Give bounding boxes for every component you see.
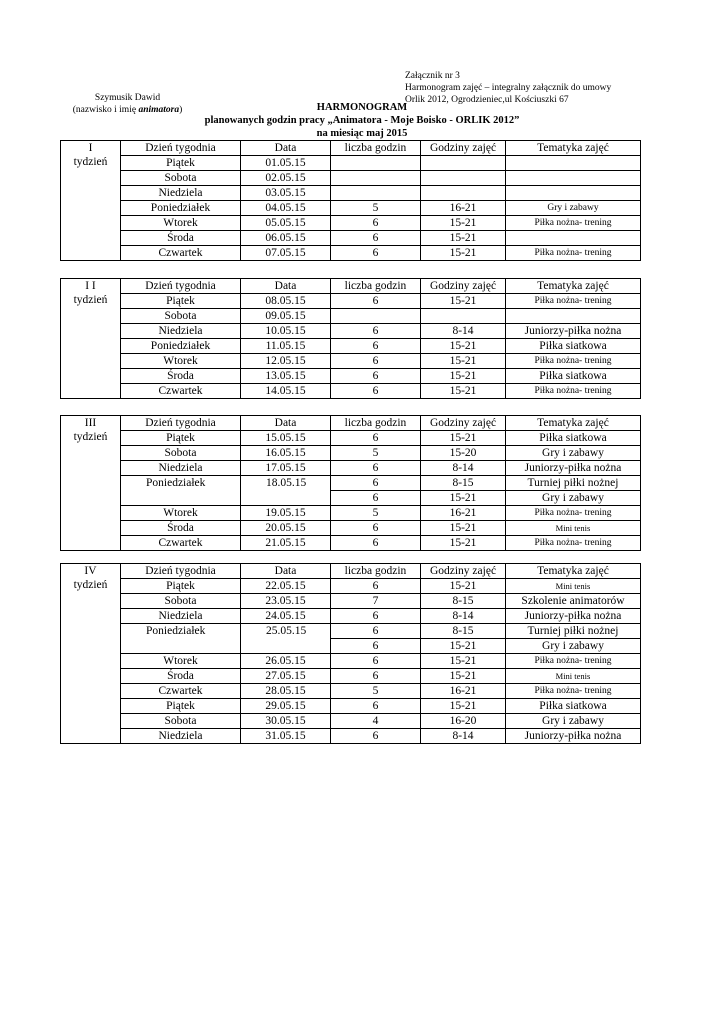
day-cell: Piątek (121, 294, 241, 309)
column-header: Dzień tygodnia (121, 279, 241, 294)
table-row (61, 431, 641, 446)
week-table (60, 140, 641, 261)
topic-cell: Juniorzy-piłka nożna (506, 461, 641, 476)
date-cell: 24.05.15 (241, 609, 331, 624)
hours-cell (331, 186, 421, 201)
hours-cell: 6 (331, 294, 421, 309)
week-label-cell (61, 416, 121, 551)
date-cell: 05.05.15 (241, 216, 331, 231)
hours-cell (331, 309, 421, 324)
topic-cell (506, 156, 641, 171)
time-cell: 15-21 (421, 654, 506, 669)
table-row (61, 186, 641, 201)
hours-cell: 6 (331, 609, 421, 624)
table-row (61, 294, 641, 309)
column-header: Godziny zajęć (421, 141, 506, 156)
hours-cell: 6 (331, 579, 421, 594)
topic-cell: Piłka nożna- trening (506, 654, 641, 669)
column-header: Tematyka zajęć (506, 141, 641, 156)
hours-cell: 6 (331, 699, 421, 714)
table-row (61, 654, 641, 669)
hours-cell: 6 (331, 461, 421, 476)
date-cell: 06.05.15 (241, 231, 331, 246)
time-cell: 8-14 (421, 729, 506, 744)
topic-cell (506, 171, 641, 186)
week-table (60, 563, 641, 744)
column-header: Godziny zajęć (421, 279, 506, 294)
day-cell: Środa (121, 369, 241, 384)
hours-cell: 6 (331, 369, 421, 384)
day-cell: Sobota (121, 714, 241, 729)
week-word: tydzień (73, 579, 108, 591)
topic-cell (506, 309, 641, 324)
hours-cell (331, 171, 421, 186)
topic-cell: Turniej piłki nożnej (506, 476, 641, 491)
table-row (61, 476, 641, 491)
time-cell: 8-15 (421, 476, 506, 491)
author-role-suffix: ) (179, 104, 183, 115)
hours-cell: 6 (331, 491, 421, 506)
hours-cell: 5 (331, 684, 421, 699)
topic-cell: Piłka nożna- trening (506, 384, 641, 399)
day-cell: Czwartek (121, 684, 241, 699)
hours-cell: 6 (331, 669, 421, 684)
table-row (61, 324, 641, 339)
time-cell: 8-14 (421, 461, 506, 476)
time-cell (421, 156, 506, 171)
table-row (61, 446, 641, 461)
column-header: Tematyka zajęć (506, 564, 641, 579)
table-row (61, 609, 641, 624)
week-label-cell (61, 141, 121, 261)
day-cell: Środa (121, 669, 241, 684)
time-cell: 15-21 (421, 246, 506, 261)
day-cell: Wtorek (121, 216, 241, 231)
table-row (61, 246, 641, 261)
topic-cell: Piłka nożna- trening (506, 216, 641, 231)
hours-cell (331, 156, 421, 171)
time-cell: 8-15 (421, 624, 506, 639)
table-row (61, 579, 641, 594)
column-header: liczba godzin (331, 564, 421, 579)
date-cell: 13.05.15 (241, 369, 331, 384)
table-row (61, 521, 641, 536)
topic-cell: Turniej piłki nożnej (506, 624, 641, 639)
hours-cell: 4 (331, 714, 421, 729)
column-header: Godziny zajęć (421, 564, 506, 579)
hours-cell: 6 (331, 521, 421, 536)
topic-cell: Piłka nożna- trening (506, 294, 641, 309)
topic-cell: Piłka nożna- trening (506, 684, 641, 699)
time-cell: 15-21 (421, 431, 506, 446)
hours-cell: 6 (331, 246, 421, 261)
column-header: liczba godzin (331, 279, 421, 294)
day-cell: Piątek (121, 579, 241, 594)
column-header: Dzień tygodnia (121, 564, 241, 579)
hours-cell: 5 (331, 201, 421, 216)
time-cell (421, 171, 506, 186)
time-cell: 16-21 (421, 201, 506, 216)
time-cell: 8-14 (421, 324, 506, 339)
date-cell: 10.05.15 (241, 324, 331, 339)
day-cell: Czwartek (121, 384, 241, 399)
topic-cell: Juniorzy-piłka nożna (506, 324, 641, 339)
date-cell: 12.05.15 (241, 354, 331, 369)
time-cell: 15-21 (421, 231, 506, 246)
day-cell: Środa (121, 521, 241, 536)
table-row (61, 506, 641, 521)
date-cell: 31.05.15 (241, 729, 331, 744)
date-cell: 07.05.15 (241, 246, 331, 261)
table-row (61, 309, 641, 324)
topic-cell: Mini tenis (506, 521, 641, 536)
author-name: Szymusik Dawid (94, 93, 161, 103)
week-word: tydzień (73, 156, 108, 168)
table-row (61, 216, 641, 231)
day-cell: Poniedziałek (121, 624, 241, 654)
hours-cell: 6 (331, 354, 421, 369)
date-cell: 23.05.15 (241, 594, 331, 609)
day-cell: Czwartek (121, 536, 241, 551)
time-cell (421, 186, 506, 201)
header-row (61, 416, 641, 431)
time-cell: 15-21 (421, 294, 506, 309)
column-header: Data (241, 279, 331, 294)
table-row (61, 536, 641, 551)
day-cell: Poniedziałek (121, 201, 241, 216)
time-cell: 16-21 (421, 684, 506, 699)
column-header: Godziny zajęć (421, 416, 506, 431)
time-cell: 16-20 (421, 714, 506, 729)
day-cell: Niedziela (121, 324, 241, 339)
date-cell: 08.05.15 (241, 294, 331, 309)
time-cell: 8-14 (421, 609, 506, 624)
date-cell: 26.05.15 (241, 654, 331, 669)
day-cell: Sobota (121, 594, 241, 609)
day-cell: Środa (121, 231, 241, 246)
day-cell: Sobota (121, 309, 241, 324)
table-row (61, 354, 641, 369)
hours-cell: 6 (331, 431, 421, 446)
week-word: tydzień (73, 431, 108, 443)
topic-cell: Szkolenie animatorów (506, 594, 641, 609)
date-cell: 17.05.15 (241, 461, 331, 476)
time-cell: 15-21 (421, 216, 506, 231)
table-row (61, 669, 641, 684)
table-row (61, 171, 641, 186)
table-row (61, 714, 641, 729)
hours-cell: 6 (331, 339, 421, 354)
day-cell: Piątek (121, 156, 241, 171)
date-cell: 18.05.15 (241, 476, 331, 506)
week-number: I (88, 142, 93, 154)
topic-cell: Piłka siatkowa (506, 431, 641, 446)
hours-cell: 6 (331, 324, 421, 339)
table-row (61, 699, 641, 714)
day-cell: Czwartek (121, 246, 241, 261)
table-row (61, 684, 641, 699)
topic-cell: Piłka nożna- trening (506, 536, 641, 551)
date-cell: 19.05.15 (241, 506, 331, 521)
hours-cell: 5 (331, 446, 421, 461)
day-cell: Niedziela (121, 186, 241, 201)
table-row (61, 729, 641, 744)
topic-cell: Gry i zabawy (506, 201, 641, 216)
date-cell: 03.05.15 (241, 186, 331, 201)
table-row (61, 231, 641, 246)
topic-cell (506, 186, 641, 201)
document-subtitle: planowanych godzin pracy „Animatora - Moje Boisko - ORLIK 2012” (204, 115, 520, 126)
date-cell: 30.05.15 (241, 714, 331, 729)
document-title: HARMONOGRAM (316, 102, 408, 113)
time-cell: 15-21 (421, 354, 506, 369)
table-row (61, 461, 641, 476)
attachment-line-2: Harmonogram zajęć – integralny załącznik do umowy (405, 83, 612, 93)
date-cell: 01.05.15 (241, 156, 331, 171)
table-row (61, 156, 641, 171)
author-role-emph: animatora (138, 104, 180, 115)
column-header: liczba godzin (331, 141, 421, 156)
week-number: I I (85, 280, 96, 292)
day-cell: Sobota (121, 171, 241, 186)
time-cell: 15-21 (421, 521, 506, 536)
date-cell: 22.05.15 (241, 579, 331, 594)
column-header: Data (241, 416, 331, 431)
week-word: tydzień (73, 294, 108, 306)
column-header: Dzień tygodnia (121, 141, 241, 156)
time-cell: 15-21 (421, 639, 506, 654)
table-row (61, 384, 641, 399)
header-row (61, 564, 641, 579)
hours-cell: 6 (331, 216, 421, 231)
attachment-line-1: Załącznik nr 3 (405, 71, 460, 81)
date-cell: 14.05.15 (241, 384, 331, 399)
topic-cell: Piłka nożna- trening (506, 354, 641, 369)
hours-cell: 5 (331, 506, 421, 521)
date-cell: 21.05.15 (241, 536, 331, 551)
week-label-cell (61, 564, 121, 744)
table-row (61, 201, 641, 216)
time-cell: 15-20 (421, 446, 506, 461)
time-cell: 16-21 (421, 506, 506, 521)
date-cell: 02.05.15 (241, 171, 331, 186)
topic-cell (506, 231, 641, 246)
time-cell: 15-21 (421, 699, 506, 714)
table-row (61, 369, 641, 384)
column-header: Dzień tygodnia (121, 416, 241, 431)
author-role-prefix: (nazwisko i imię (72, 104, 139, 115)
time-cell: 15-21 (421, 579, 506, 594)
date-cell: 20.05.15 (241, 521, 331, 536)
table-row (61, 624, 641, 639)
date-cell: 25.05.15 (241, 624, 331, 654)
date-cell: 27.05.15 (241, 669, 331, 684)
hours-cell: 6 (331, 476, 421, 491)
hours-cell: 7 (331, 594, 421, 609)
week-table (60, 278, 641, 399)
hours-cell: 6 (331, 536, 421, 551)
topic-cell: Gry i zabawy (506, 714, 641, 729)
header-row (61, 279, 641, 294)
day-cell: Wtorek (121, 354, 241, 369)
topic-cell: Juniorzy-piłka nożna (506, 729, 641, 744)
date-cell: 29.05.15 (241, 699, 331, 714)
topic-cell: Gry i zabawy (506, 639, 641, 654)
column-header: Data (241, 141, 331, 156)
week-table (60, 415, 641, 551)
topic-cell: Piłka siatkowa (506, 339, 641, 354)
column-header: Data (241, 564, 331, 579)
time-cell: 15-21 (421, 669, 506, 684)
day-cell: Niedziela (121, 609, 241, 624)
time-cell: 15-21 (421, 491, 506, 506)
column-header: Tematyka zajęć (506, 279, 641, 294)
day-cell: Sobota (121, 446, 241, 461)
topic-cell: Mini tenis (506, 579, 641, 594)
hours-cell: 6 (331, 231, 421, 246)
column-header: Tematyka zajęć (506, 416, 641, 431)
header-row (61, 141, 641, 156)
topic-cell: Piłka nożna- trening (506, 246, 641, 261)
attachment-note (405, 70, 611, 106)
topic-cell: Juniorzy-piłka nożna (506, 609, 641, 624)
hours-cell: 6 (331, 384, 421, 399)
topic-cell: Piłka siatkowa (506, 369, 641, 384)
day-cell: Niedziela (121, 729, 241, 744)
topic-cell: Gry i zabawy (506, 491, 641, 506)
topic-cell: Gry i zabawy (506, 446, 641, 461)
day-cell: Wtorek (121, 654, 241, 669)
document-month: na miesiąc maj 2015 (316, 128, 408, 139)
table-row (61, 594, 641, 609)
week-number: IV (84, 565, 97, 577)
hours-cell: 6 (331, 624, 421, 639)
time-cell (421, 309, 506, 324)
day-cell: Piątek (121, 431, 241, 446)
day-cell: Piątek (121, 699, 241, 714)
day-cell: Niedziela (121, 461, 241, 476)
time-cell: 15-21 (421, 339, 506, 354)
day-cell: Poniedziałek (121, 339, 241, 354)
column-header: liczba godzin (331, 416, 421, 431)
table-row (61, 339, 641, 354)
time-cell: 8-15 (421, 594, 506, 609)
date-cell: 28.05.15 (241, 684, 331, 699)
day-cell: Poniedziałek (121, 476, 241, 506)
topic-cell: Piłka nożna- trening (506, 506, 641, 521)
date-cell: 15.05.15 (241, 431, 331, 446)
topic-cell: Mini tenis (506, 669, 641, 684)
date-cell: 04.05.15 (241, 201, 331, 216)
date-cell: 16.05.15 (241, 446, 331, 461)
week-number: III (84, 417, 97, 429)
topic-cell: Piłka siatkowa (506, 699, 641, 714)
hours-cell: 6 (331, 729, 421, 744)
time-cell: 15-21 (421, 384, 506, 399)
date-cell: 09.05.15 (241, 309, 331, 324)
time-cell: 15-21 (421, 536, 506, 551)
time-cell: 15-21 (421, 369, 506, 384)
hours-cell: 6 (331, 654, 421, 669)
day-cell: Wtorek (121, 506, 241, 521)
hours-cell: 6 (331, 639, 421, 654)
week-label-cell (61, 279, 121, 399)
attachment-line-3: Orlik 2012, Ogrodzieniec,ul Kościuszki 67 (405, 95, 569, 105)
date-cell: 11.05.15 (241, 339, 331, 354)
